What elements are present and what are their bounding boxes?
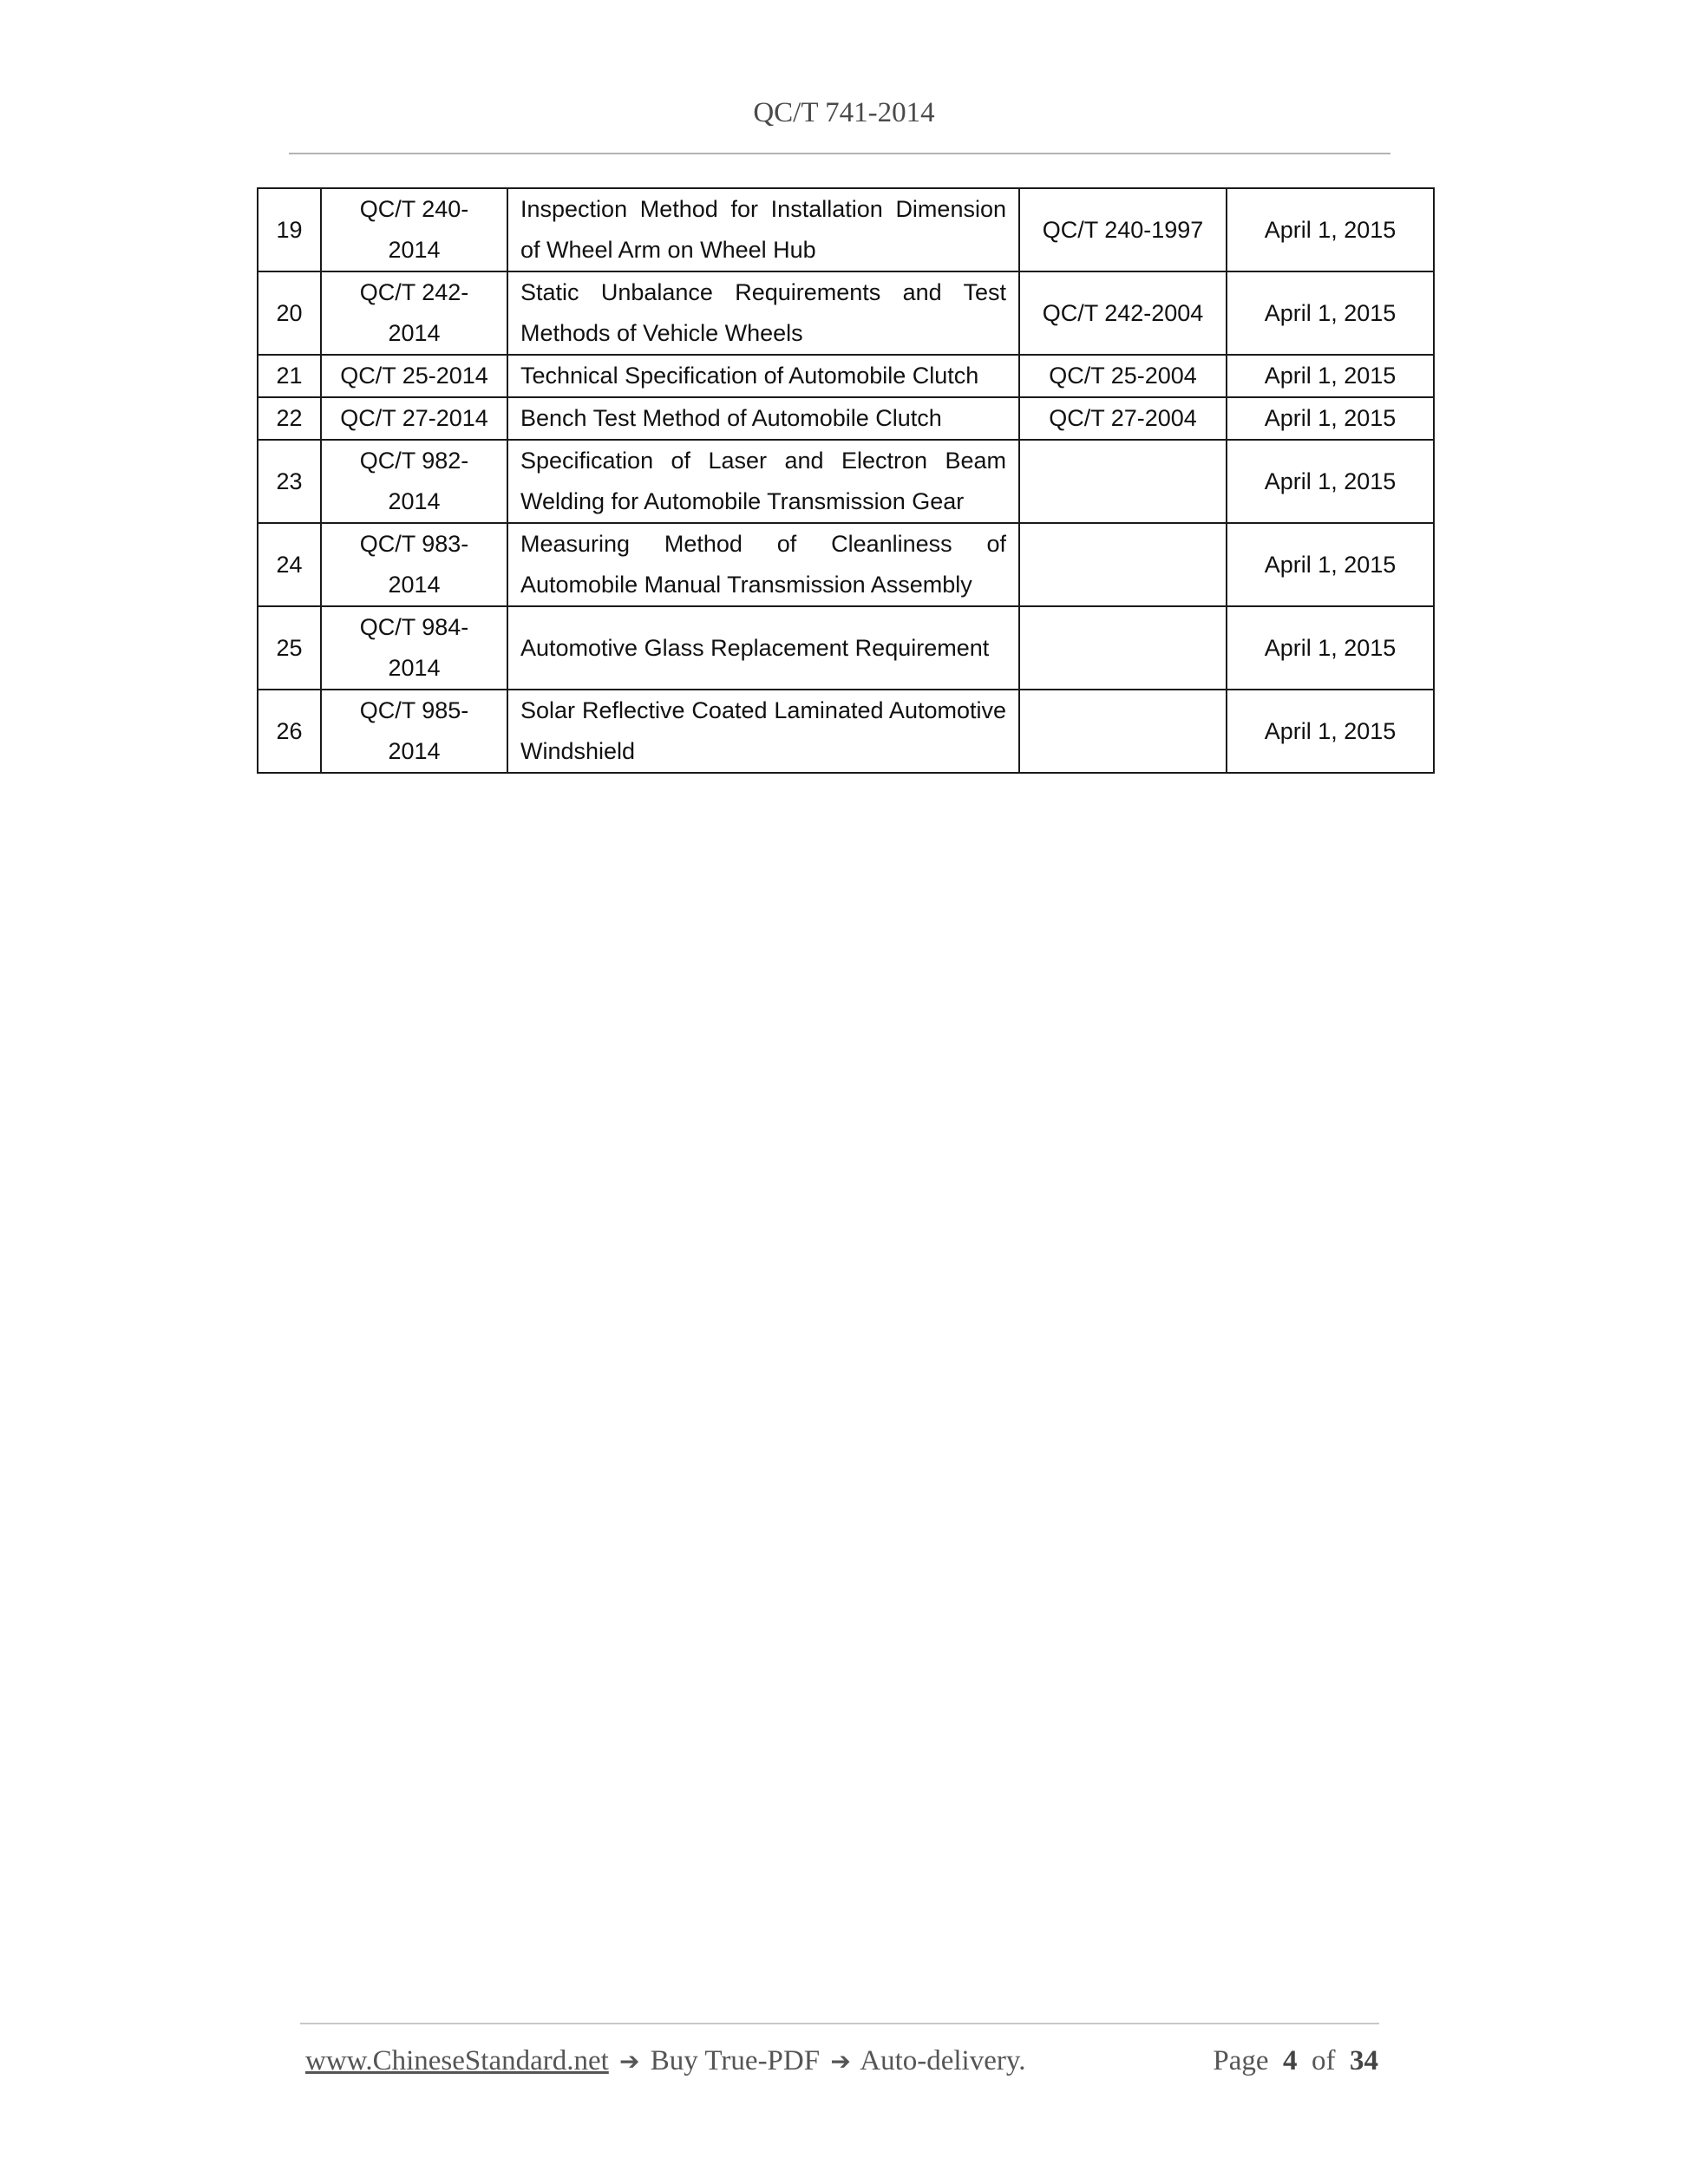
standard-code: QC/T 982-2014 (321, 440, 507, 523)
implementation-date: April 1, 2015 (1227, 606, 1434, 690)
row-number: 19 (258, 188, 321, 271)
replaced-standard (1019, 440, 1227, 523)
row-number: 26 (258, 690, 321, 773)
footer-promo (305, 2045, 1025, 2077)
footer-divider (300, 2023, 1379, 2024)
implementation-date: April 1, 2015 (1227, 355, 1434, 397)
header-divider (289, 153, 1390, 154)
page-indicator (1213, 2045, 1378, 2077)
table-row (258, 271, 1434, 355)
standard-title: Static Unbalance Requirements and Test Methods of Vehicle Wheels (507, 271, 1019, 355)
implementation-date: April 1, 2015 (1227, 440, 1434, 523)
auto-delivery-text: Auto-delivery. (860, 2045, 1026, 2076)
table-row (258, 523, 1434, 606)
page-number: 4 (1283, 2045, 1298, 2076)
implementation-date: April 1, 2015 (1227, 690, 1434, 773)
replaced-standard: QC/T 240-1997 (1019, 188, 1227, 271)
standard-title: Technical Specification of Automobile Clutch (507, 355, 1019, 397)
replaced-standard: QC/T 25-2004 (1019, 355, 1227, 397)
of-label: of (1312, 2045, 1336, 2076)
implementation-date: April 1, 2015 (1227, 523, 1434, 606)
right-arrow-icon: ➔ (830, 2047, 851, 2076)
replaced-standard (1019, 523, 1227, 606)
table-row (258, 355, 1434, 397)
page-total: 34 (1350, 2045, 1378, 2076)
buy-pdf-text: Buy True-PDF (650, 2045, 821, 2076)
replaced-standard (1019, 606, 1227, 690)
implementation-date: April 1, 2015 (1227, 271, 1434, 355)
page-label: Page (1213, 2045, 1269, 2076)
replaced-standard (1019, 690, 1227, 773)
standard-code: QC/T 985-2014 (321, 690, 507, 773)
implementation-date: April 1, 2015 (1227, 397, 1434, 440)
standard-code: QC/T 242-2014 (321, 271, 507, 355)
table-row (258, 606, 1434, 690)
standard-code: QC/T 983-2014 (321, 523, 507, 606)
row-number: 25 (258, 606, 321, 690)
right-arrow-icon: ➔ (619, 2047, 640, 2076)
table-row (258, 188, 1434, 271)
row-number: 22 (258, 397, 321, 440)
table-row (258, 440, 1434, 523)
standard-code: QC/T 984-2014 (321, 606, 507, 690)
standard-title: Inspection Method for Installation Dimension of Wheel Arm on Wheel Hub (507, 188, 1019, 271)
page-header-title: QC/T 741-2014 (753, 97, 935, 128)
replaced-standard: QC/T 242-2004 (1019, 271, 1227, 355)
standard-title: Solar Reflective Coated Laminated Automotive Windshield (507, 690, 1019, 773)
standard-code: QC/T 240-2014 (321, 188, 507, 271)
site-link[interactable]: www.ChineseStandard.net (305, 2045, 609, 2076)
table-row (258, 690, 1434, 773)
standard-code: QC/T 25-2014 (321, 355, 507, 397)
standards-table (257, 187, 1435, 774)
standard-title: Measuring Method of Cleanliness of Automobile Manual Transmission Assembly (507, 523, 1019, 606)
implementation-date: April 1, 2015 (1227, 188, 1434, 271)
row-number: 20 (258, 271, 321, 355)
replaced-standard: QC/T 27-2004 (1019, 397, 1227, 440)
standard-title: Bench Test Method of Automobile Clutch (507, 397, 1019, 440)
standard-title: Specification of Laser and Electron Beam Welding for Automobile Transmission Gear (507, 440, 1019, 523)
row-number: 24 (258, 523, 321, 606)
standard-code: QC/T 27-2014 (321, 397, 507, 440)
row-number: 23 (258, 440, 321, 523)
row-number: 21 (258, 355, 321, 397)
table-row (258, 397, 1434, 440)
standard-title: Automotive Glass Replacement Requirement (507, 606, 1019, 690)
